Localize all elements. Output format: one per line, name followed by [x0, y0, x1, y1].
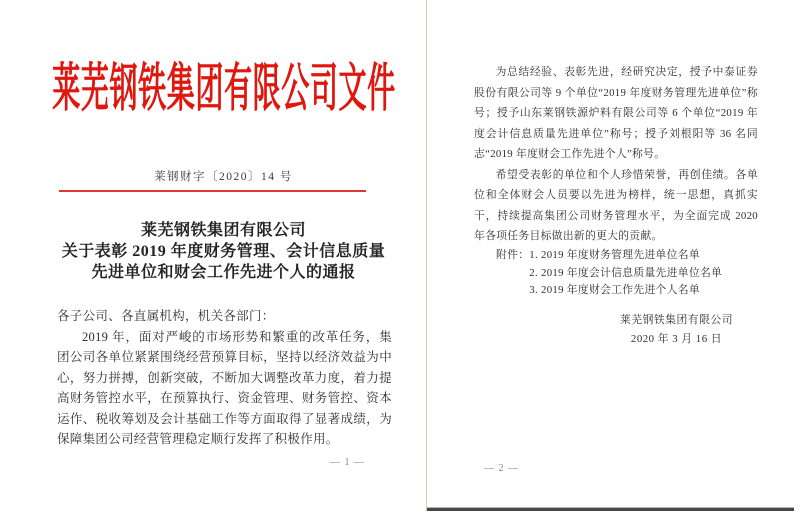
attachments-list — [529, 247, 722, 300]
doc-title-line-1: 莱芜钢铁集团有限公司 — [140, 222, 306, 239]
page2-body — [474, 62, 758, 247]
letterhead-title-text: 莱芜钢铁集团有限公司文件 — [51, 61, 396, 118]
attachment-item: 3. 2019 年度财会工作先进个人名单 — [529, 284, 700, 296]
doc-title-line-3: 先进单位和财会工作先进个人的通报 — [91, 264, 356, 281]
page1-body — [57, 306, 392, 450]
red-divider-line — [59, 190, 366, 192]
page-bottom-edge — [427, 507, 794, 511]
doc-title-line-2: 关于表彰 2019 年度财务管理、会计信息质量 — [61, 243, 386, 260]
attachment-item: 1. 2019 年度财务管理先进单位名单 — [529, 249, 700, 261]
signature-block — [620, 311, 733, 349]
page-1 — [51, 0, 396, 527]
page-number-1: — 1 — — [330, 457, 365, 468]
page-number-2: — 2 — — [484, 463, 519, 474]
attachments-label: 附件： — [496, 249, 530, 261]
attachments-block — [496, 247, 722, 300]
body-paragraph: 2019 年，面对严峻的市场形势和繁重的改革任务，集团公司各单位紧紧围绕经营预算目标，坚持以经济效益为中心，努力拼搏，创新突破，不断加大调整改革力度，着力提高财务管控水平，在预算执行、资金管理、财务管控、资本运作、税收筹划及会计基础工作等方面取得了显著成绩，为保障集团公司经营管理稳定顺行发挥了积极作用。 — [57, 329, 392, 446]
body-paragraph: 为总结经验、表彰先进，经研究决定，授予中泰证券股份有限公司等 9 个单位“2019 年度财务管理先进单位”称号；授予山东莱钢铁源炉料有限公司等 6 个单位“2019 年度会计信息质量先进单位”称号；授予刘根阳等 36 名同志“2019 年度财会工作先进个人”称号。 — [474, 66, 758, 160]
signature-date: 2020 年 3 月 16 日 — [630, 333, 723, 345]
body-paragraph: 希望受表彰的单位和个人珍惜荣誉，再创佳绩。各单位和全体财会人员要以先进为榜样，统一思想，真抓实干，持续提高集团公司财务管理水平，为全面完成 2020 年各项任务目标做出新的更大的贡献。 — [474, 168, 758, 242]
doc-number: 莱钢财字〔2020〕14 号 — [154, 171, 293, 183]
salutation: 各子公司、各直属机构，机关各部门： — [57, 309, 275, 323]
attachment-item: 2. 2019 年度会计信息质量先进单位名单 — [529, 266, 723, 279]
doc-title — [55, 220, 392, 283]
signature-name: 莱芜钢铁集团有限公司 — [620, 314, 733, 326]
page-2 — [426, 0, 797, 511]
letterhead-title — [51, 61, 396, 124]
